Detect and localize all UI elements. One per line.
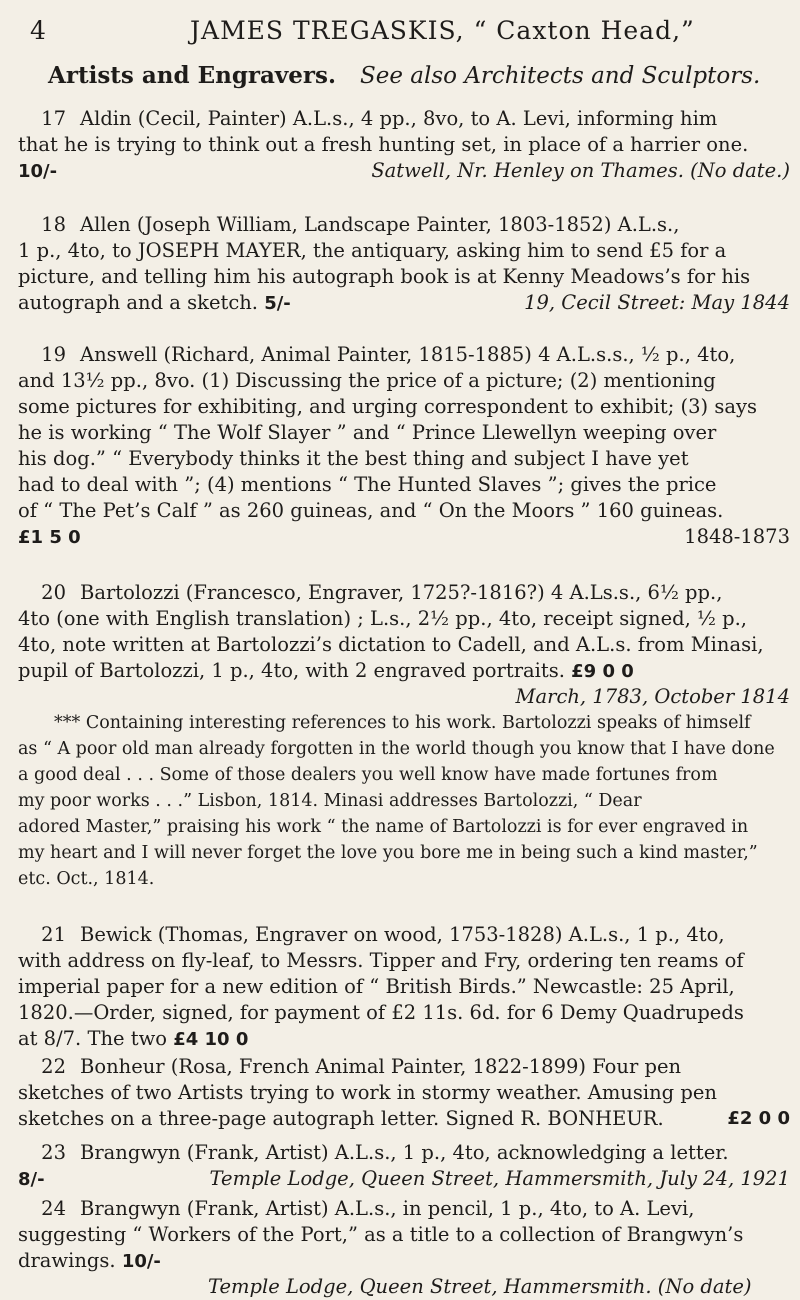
entry-line: sketches on a three-page autograph letter. Signed R. BONHEUR. <box>18 1107 664 1130</box>
entry-line: Brangwyn (Frank, Artist) A.L.s., 1 p., 4to, acknowledging a letter. <box>80 1141 729 1164</box>
section-title: Artists and Engravers. <box>48 62 336 89</box>
entry-line: Aldin (Cecil, Painter) A.L.s., 4 pp., 8vo, to A. Levi, informing him <box>80 107 718 130</box>
entry-line: imperial paper for a new edition of “ British Birds.” Newcastle: 25 April, <box>18 975 735 998</box>
lot-number: 24 <box>41 1197 66 1220</box>
entry-note: as “ A poor old man already forgotten in the world though you know that I have done <box>18 739 775 759</box>
lot-price: 10/- <box>121 1251 161 1272</box>
lot-price: 10/- <box>18 161 58 182</box>
entry-line: Temple Lodge, Queen Street, Hammersmith. (No date) <box>208 1275 752 1298</box>
entry-note: my poor works . . .” Lisbon, 1814. Minasi addresses Bartolozzi, “ Dear <box>18 791 642 811</box>
entry-line: his dog.” “ Everybody thinks it the best thing and subject I have yet <box>18 447 689 470</box>
entry-line: picture, and telling him his autograph book is at Kenny Meadows’s for his <box>18 265 751 288</box>
running-head-title: JAMES TREGASKIS, “ Caxton Head,” <box>190 16 695 45</box>
running-head <box>30 16 790 45</box>
lot-entry <box>18 580 790 892</box>
entry-line: with address on fly-leaf, to Messrs. Tipper and Fry, ordering ten reams of <box>18 949 744 972</box>
lot-number: 18 <box>41 213 66 236</box>
lot-price: £9 0 0 <box>571 661 634 682</box>
lot-entry <box>18 1196 790 1298</box>
entry-line: Bonheur (Rosa, French Animal Painter, 1822-1899) Four pen <box>80 1055 682 1078</box>
lot-entry <box>18 212 790 316</box>
entry-line: March, 1783, October 1814 <box>515 685 790 708</box>
entry-note: etc. Oct., 1814. <box>18 869 155 889</box>
lot-entry <box>18 1054 790 1132</box>
lot-number: 23 <box>41 1141 66 1164</box>
lot-price: 8/- <box>18 1169 45 1190</box>
entry-line: at 8/7. The two <box>18 1027 168 1050</box>
page-number: 4 <box>30 16 47 45</box>
entry-note: adored Master,” praising his work “ the name of Bartolozzi is for ever engraved in <box>18 817 749 837</box>
entry-line: Brangwyn (Frank, Artist) A.L.s., in pencil, 1 p., 4to, to A. Levi, <box>80 1197 695 1220</box>
entry-line: pupil of Bartolozzi, 1 p., 4to, with 2 engraved portraits. <box>18 659 565 682</box>
entry-line: suggesting “ Workers of the Port,” as a title to a collection of Brangwyn’s <box>18 1223 744 1246</box>
entry-line: 4to (one with English translation) ; L.s., 2½ pp., 4to, receipt signed, ½ p., <box>18 607 747 630</box>
lot-number: 19 <box>41 343 66 366</box>
see-also-note: See also Architects and Sculptors. <box>360 63 761 89</box>
entry-note: my heart and I will never forget the love you bore me in being such a kind master,” <box>18 843 758 863</box>
lot-entry <box>18 1140 790 1192</box>
entry-line: that he is trying to think out a fresh hunting set, in place of a harrier one. <box>18 133 749 156</box>
entry-line: Bartolozzi (Francesco, Engraver, 1725?-1816?) 4 A.Ls.s., 6½ pp., <box>80 581 723 604</box>
entry-line: he is working “ The Wolf Slayer ” and “ Prince Llewellyn weeping over <box>18 421 717 444</box>
lot-entry <box>18 106 790 184</box>
entry-line: 4to, note written at Bartolozzi’s dictation to Cadell, and A.L.s. from Minasi, <box>18 633 764 656</box>
lot-price: 5/- <box>264 293 291 314</box>
entry-line: 1820.—Order, signed, for payment of £2 11s. 6d. for 6 Demy Quadrupeds <box>18 1001 744 1024</box>
lot-price: £1 5 0 <box>18 527 81 548</box>
lot-number: 17 <box>41 107 66 130</box>
entry-line: 19, Cecil Street: May 1844 <box>524 291 790 314</box>
lot-number: 21 <box>41 923 66 946</box>
entry-line: and 13½ pp., 8vo. (1) Discussing the price of a picture; (2) mentioning <box>18 369 716 392</box>
entry-line: autograph and a sketch. <box>18 291 258 314</box>
entry-line: Temple Lodge, Queen Street, Hammersmith, July 24, 1921 <box>209 1167 790 1190</box>
entry-line: of “ The Pet’s Calf ” as 260 guineas, and “ On the Moors ” 160 guineas. <box>18 499 724 522</box>
entry-line: drawings. <box>18 1249 116 1272</box>
entry-line: Allen (Joseph William, Landscape Painter, 1803-1852) A.L.s., <box>80 213 680 236</box>
entry-line: 1848-1873 <box>684 525 790 548</box>
entry-line: sketches of two Artists trying to work in stormy weather. Amusing pen <box>18 1081 717 1104</box>
entry-line: Bewick (Thomas, Engraver on wood, 1753-1828) A.L.s., 1 p., 4to, <box>80 923 725 946</box>
entry-note: *** Containing interesting references to his work. Bartolozzi speaks of himself <box>54 713 751 733</box>
lot-number: 20 <box>41 581 66 604</box>
entry-line: some pictures for exhibiting, and urging correspondent to exhibit; (3) says <box>18 395 757 418</box>
lot-number: 22 <box>41 1055 66 1078</box>
entry-line: had to deal with ”; (4) mentions “ The Hunted Slaves ”; gives the price <box>18 473 717 496</box>
section-heading <box>48 62 788 89</box>
lot-entry <box>18 342 790 550</box>
entry-line: Satwell, Nr. Henley on Thames. (No date.) <box>371 159 790 182</box>
lot-price: £2 0 0 <box>727 1108 790 1129</box>
entry-line: Answell (Richard, Animal Painter, 1815-1885) 4 A.L.s.s., ½ p., 4to, <box>80 343 736 366</box>
entry-note: a good deal . . . Some of those dealers you well know have made fortunes from <box>18 765 718 785</box>
lot-entry <box>18 922 790 1052</box>
entry-line: 1 p., 4to, to JOSEPH MAYER, the antiquary, asking him to send £5 for a <box>18 239 727 262</box>
lot-price: £4 10 0 <box>173 1029 249 1050</box>
